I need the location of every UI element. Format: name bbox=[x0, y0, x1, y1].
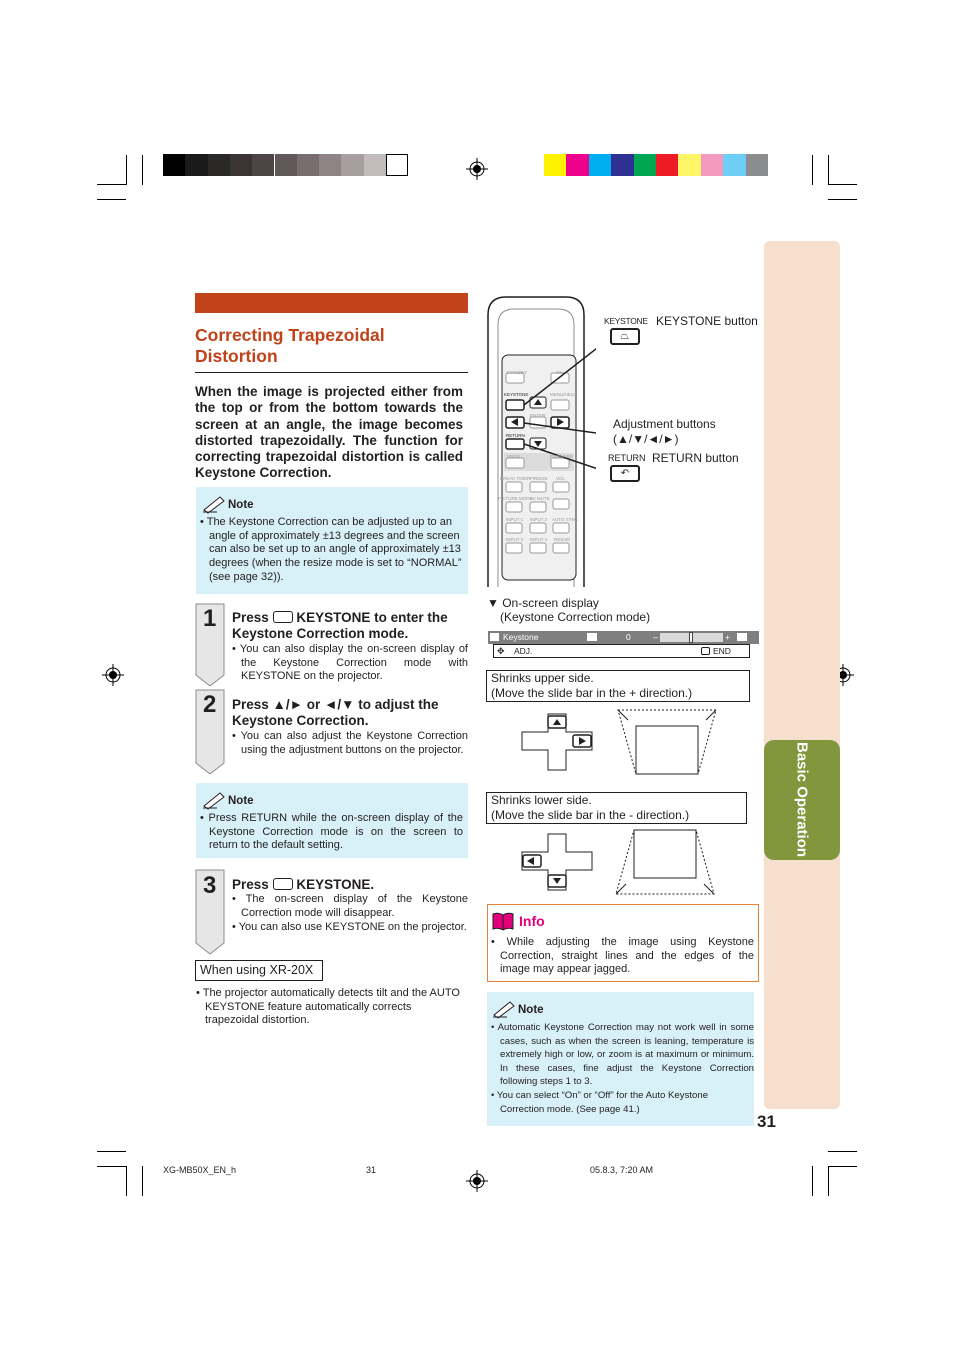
step-number: 1 bbox=[203, 605, 217, 632]
move-icon: ✥ bbox=[497, 646, 505, 656]
crop-mark bbox=[828, 184, 857, 185]
chapter-tab-label: Basic Operation bbox=[793, 742, 811, 858]
model-note: • The projector automatically detects tilt and the AUTO KEYSTONE feature automatically corrects trapezoidal distortion. bbox=[196, 987, 460, 1027]
pencil-icon bbox=[201, 790, 227, 810]
calibration-swatch bbox=[319, 154, 341, 176]
calibration-swatch bbox=[746, 154, 768, 176]
keystone-key-icon bbox=[273, 878, 293, 890]
crop-mark bbox=[126, 1166, 127, 1196]
lower-caption-box: Shrinks lower side. (Move the slide bar in the - direction.) bbox=[486, 792, 747, 824]
osd-guide bbox=[493, 644, 750, 658]
pencil-icon bbox=[491, 999, 517, 1019]
calibration-swatch bbox=[252, 154, 274, 176]
pencil-icon bbox=[201, 494, 227, 514]
calibration-swatch bbox=[185, 154, 207, 176]
calibration-swatch bbox=[701, 154, 723, 176]
step-title: Press KEYSTONE to enter the Keystone Correction mode. bbox=[232, 610, 448, 641]
adjustment-arrows: (▲/▼/◄/►) bbox=[613, 432, 679, 446]
crop-mark bbox=[828, 1151, 857, 1152]
return-small-label: RETURN bbox=[608, 453, 646, 463]
crop-mark bbox=[812, 155, 813, 185]
chapter-tab bbox=[764, 241, 840, 1109]
calibration-swatch bbox=[208, 154, 230, 176]
model-label-box: When using XR-20X bbox=[195, 960, 323, 981]
keystone-button-label: KEYSTONE button bbox=[656, 314, 758, 328]
note-text: • You can select “On” or “Off” for the Auto Keystone Correction mode. (See page 41.) bbox=[491, 1090, 709, 1115]
footer-file: XG-MB50X_EN_h bbox=[163, 1165, 237, 1175]
keystone-small-label: KEYSTONE bbox=[604, 316, 648, 326]
note-text: • Press RETURN while the on-screen display of the Keystone Correction mode is on the screen to return to the default setting. bbox=[200, 812, 463, 852]
info-heading: Info bbox=[519, 913, 545, 929]
calibration-swatch bbox=[386, 154, 408, 176]
calibration-swatch bbox=[297, 154, 319, 176]
calibration-swatch bbox=[723, 154, 745, 176]
step-number: 3 bbox=[203, 872, 217, 899]
section-title: Correcting Trapezoidal Distortion bbox=[195, 325, 385, 366]
crop-mark bbox=[828, 1166, 829, 1196]
calibration-swatch bbox=[364, 154, 386, 176]
keystone-osd-icon bbox=[701, 647, 710, 655]
osd-caption: ▼ On-screen display bbox=[487, 596, 599, 610]
keystone-key-icon bbox=[273, 611, 293, 623]
step-title: Press ▲/► or ◄/▼ to adjust the Keystone Correction. bbox=[232, 697, 439, 728]
crop-mark bbox=[142, 1166, 143, 1196]
osd-bar bbox=[488, 631, 759, 644]
adjustment-buttons-label: Adjustment buttons bbox=[613, 417, 716, 431]
registration-target-icon bbox=[466, 158, 488, 180]
step-number: 2 bbox=[203, 691, 217, 718]
step-bullet: • You can also display the on-screen display of the Keystone Correction mode with KEYSTONE on the projector. bbox=[232, 643, 468, 683]
return-button[interactable]: ↶ bbox=[610, 465, 640, 482]
remote-control-illustration bbox=[486, 295, 596, 587]
calibration-swatch bbox=[544, 154, 566, 176]
crop-mark bbox=[97, 184, 126, 185]
keystone-button[interactable]: ⏢ bbox=[610, 328, 640, 345]
osd-minus: – bbox=[653, 632, 658, 642]
osd-value: 0 bbox=[626, 632, 631, 642]
calibration-swatch bbox=[656, 154, 678, 176]
calibration-swatch bbox=[678, 154, 700, 176]
page-number: 31 bbox=[757, 1112, 776, 1131]
osd-label: Keystone bbox=[503, 632, 539, 642]
note-heading: Note bbox=[228, 795, 254, 807]
step-bullet: • You can also adjust the Keystone Correction using the adjustment buttons on the projector. bbox=[232, 730, 468, 756]
registration-target-icon bbox=[102, 664, 124, 686]
calibration-swatch bbox=[634, 154, 656, 176]
registration-target-icon bbox=[466, 1170, 488, 1192]
crop-mark bbox=[97, 1166, 126, 1167]
crop-mark bbox=[828, 199, 857, 200]
osd-adj: ADJ. bbox=[514, 646, 533, 656]
step-bullet: • The on-screen display of the Keystone Correction mode will disappear. bbox=[232, 893, 468, 919]
calibration-swatch bbox=[589, 154, 611, 176]
calibration-swatch bbox=[611, 154, 633, 176]
lower-diagram bbox=[518, 828, 724, 898]
calibration-swatch bbox=[230, 154, 252, 176]
upper-caption-box: Shrinks upper side. (Move the slide bar in the + direction.) bbox=[486, 670, 750, 702]
intro-paragraph: When the image is projected either from the top or from the bottom towards the screen at an angle, the image becomes distorted trapezoidally. The function for correcting trapezoidal distortion is called Keystone Correction. bbox=[195, 384, 463, 481]
upper-diagram bbox=[518, 708, 724, 778]
calibration-swatch bbox=[163, 154, 185, 176]
crop-mark bbox=[828, 155, 829, 185]
osd-plus: + bbox=[725, 632, 730, 642]
book-icon bbox=[491, 911, 515, 931]
crop-mark bbox=[126, 155, 127, 185]
keystone-osd-icon bbox=[490, 633, 499, 641]
title-divider bbox=[195, 372, 468, 373]
info-text: • While adjusting the image using Keystone Correction, straight lines and the edges of the image may appear jagged. bbox=[491, 936, 754, 976]
crop-mark bbox=[97, 199, 126, 200]
osd-trapezoid-icon bbox=[587, 633, 597, 641]
crop-mark bbox=[97, 1151, 126, 1152]
note-heading: Note bbox=[228, 499, 254, 511]
footer-timestamp: 05.8.3, 7:20 AM bbox=[590, 1165, 654, 1175]
note-text: • The Keystone Correction can be adjusted up to an angle of approximately ±13 degrees and the screen can also be set up to an angle of approximately ±13 degrees (when the resize mode is set to “NORMAL” (see page 32)). bbox=[200, 516, 462, 583]
return-button-label: RETURN button bbox=[652, 451, 739, 465]
calibration-swatch bbox=[275, 154, 297, 176]
footer-page: 31 bbox=[366, 1165, 377, 1175]
note-text: • Automatic Keystone Correction may not work well in some cases, such as when the screen is leaning, temperature is extremely high or low, or zoom is at maximum or minimum. In these cases, fine adjust the Keystone Correction following steps 1 to 3. bbox=[491, 1022, 755, 1088]
section-bar bbox=[195, 293, 468, 313]
osd-trapezoid-icon bbox=[737, 633, 747, 641]
crop-mark bbox=[812, 1166, 813, 1196]
crop-mark bbox=[828, 1166, 857, 1167]
step-bullet: • You can also use KEYSTONE on the projector. bbox=[232, 921, 467, 933]
osd-end: END bbox=[713, 646, 731, 656]
note-heading: Note bbox=[518, 1004, 544, 1016]
crop-mark bbox=[142, 155, 143, 185]
step-title: Press KEYSTONE. bbox=[232, 877, 375, 892]
osd-slider-thumb[interactable] bbox=[689, 632, 693, 643]
calibration-swatch bbox=[341, 154, 363, 176]
osd-caption-sub: (Keystone Correction mode) bbox=[500, 610, 651, 624]
calibration-swatch bbox=[566, 154, 588, 176]
